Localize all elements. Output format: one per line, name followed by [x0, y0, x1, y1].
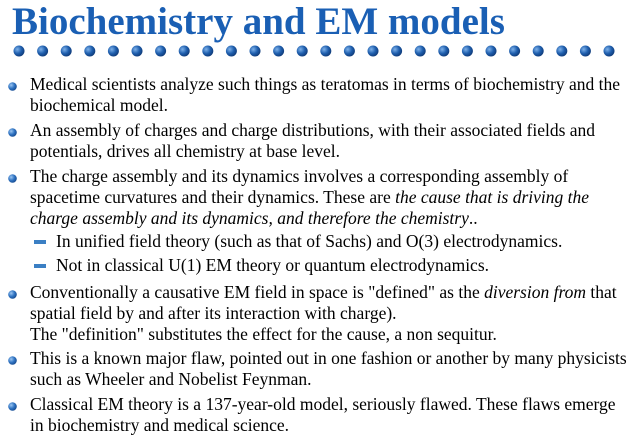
- list-item-text: An assembly of charges and charge distributions, with their associated fields and potentials, drives all chemistry at base level.: [30, 120, 596, 161]
- divider-dot: [155, 46, 166, 57]
- list-item: [30, 74, 630, 116]
- sphere-bullet-icon: [8, 290, 17, 299]
- divider-dot: [37, 46, 48, 57]
- sphere-bullet-icon: [8, 82, 17, 91]
- dash-bullet-icon: [34, 264, 46, 268]
- list-item: [30, 348, 630, 390]
- divider-dot: [320, 46, 331, 57]
- list-item: [30, 282, 630, 345]
- divider-dot: [250, 46, 261, 57]
- divider-dot: [179, 46, 190, 57]
- list-item-text-mid: that spatial field by and after its interaction with charge).: [30, 282, 617, 323]
- divider-dot: [486, 46, 497, 57]
- divider-dot: [391, 46, 402, 57]
- divider-dot: [509, 46, 520, 57]
- sphere-bullet-icon: [8, 402, 17, 411]
- sphere-bullet-icon: [8, 174, 17, 183]
- divider-dot: [202, 46, 213, 57]
- dash-bullet-icon: [34, 240, 46, 244]
- divider-dot: [273, 46, 284, 57]
- divider-dot: [226, 46, 237, 57]
- list-item-text-second: The "definition" substitutes the effect for the cause, a non sequitur.: [30, 324, 497, 344]
- list-item: [30, 120, 630, 162]
- divider-dot: [344, 46, 355, 57]
- list-item-emphasis: the cause that is driving the charge assembly and its dynamics, and therefore the chemistry: [30, 187, 590, 228]
- divider-dot: [108, 46, 119, 57]
- divider-dot: [604, 46, 615, 57]
- divider-dot: [368, 46, 379, 57]
- dotted-divider: [12, 43, 632, 59]
- sub-list-item-text: In unified field theory (such as that of Sachs) and O(3) electrodynamics.: [56, 231, 563, 251]
- list-item: [30, 394, 630, 436]
- divider-dot: [84, 46, 95, 57]
- list-item-text: The charge assembly and its dynamics involves a corresponding assembly of spacetime curvatures and their dynamics. These are: [30, 166, 569, 207]
- sphere-bullet-icon: [8, 128, 17, 137]
- divider-dot: [132, 46, 143, 57]
- slide-title: Biochemistry and EM models: [12, 0, 505, 43]
- sub-list-item: [56, 255, 631, 276]
- divider-dot: [415, 46, 426, 57]
- divider-dot: [556, 46, 567, 57]
- divider-dot: [533, 46, 544, 57]
- divider-dot: [462, 46, 473, 57]
- divider-dot: [14, 46, 25, 57]
- list-item-text: This is a known major flaw, pointed out in one fashion or another by many physicists such as Wheeler and Nobelist Feynman.: [30, 348, 627, 389]
- sub-list-item: [56, 231, 631, 252]
- sphere-bullet-icon: [8, 356, 17, 365]
- divider-dot: [297, 46, 308, 57]
- divider-dot: [438, 46, 449, 57]
- divider-dot: [580, 46, 591, 57]
- list-item-text: Conventionally a causative EM field in space is "defined" as the: [30, 282, 485, 302]
- list-item-text: Medical scientists analyze such things as teratomas in terms of biochemistry and the biochemical model.: [30, 74, 620, 115]
- list-item-emphasis: diversion from: [484, 282, 587, 302]
- sub-list-item-text: Not in classical U(1) EM theory or quantum electrodynamics.: [56, 255, 490, 275]
- divider-dot: [61, 46, 72, 57]
- list-item: [30, 166, 630, 229]
- list-item-text-end: ..: [468, 208, 478, 228]
- list-item-text: Classical EM theory is a 137-year-old model, seriously flawed. These flaws emerge in biochemistry and medical science.: [30, 394, 616, 435]
